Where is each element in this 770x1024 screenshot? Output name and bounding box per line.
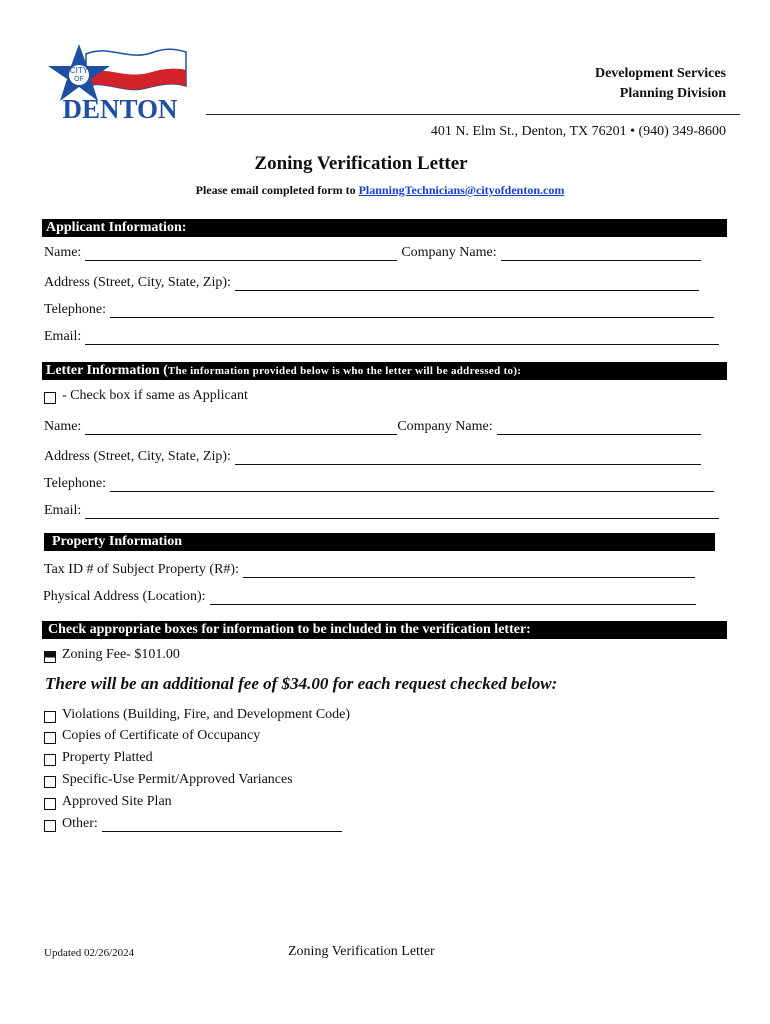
- checks-heading: Check appropriate boxes for information to be included in the verification letter:: [48, 622, 531, 637]
- option-violations-checkbox[interactable]: [44, 711, 56, 723]
- physical-address-row: [43, 589, 696, 605]
- option-row: [44, 728, 260, 744]
- applicant-company-input[interactable]: [501, 248, 701, 261]
- option-label: Property Platted: [62, 750, 153, 765]
- option-row: [44, 772, 293, 788]
- letter-telephone-label: Telephone:: [44, 476, 106, 491]
- applicant-telephone-input[interactable]: [110, 305, 714, 318]
- option-platted-checkbox[interactable]: [44, 754, 56, 766]
- other-input[interactable]: [102, 819, 342, 832]
- physical-address-label: Physical Address (Location):: [43, 589, 206, 604]
- tax-id-row: [44, 562, 695, 578]
- option-certificate-checkbox[interactable]: [44, 732, 56, 744]
- physical-address-input[interactable]: [210, 592, 696, 605]
- email-instructions: [0, 183, 760, 198]
- office-address: 401 N. Elm St., Denton, TX 76201 • (940) 349-8600: [430, 124, 726, 139]
- letter-telephone-input[interactable]: [110, 479, 714, 492]
- letter-name-input[interactable]: [85, 422, 397, 435]
- header-divider: [206, 114, 740, 115]
- department-name: Development Services: [594, 66, 726, 81]
- same-as-applicant-row: [44, 388, 248, 404]
- option-site-plan-checkbox[interactable]: [44, 798, 56, 810]
- applicant-address-input[interactable]: [235, 278, 699, 291]
- letter-heading: Letter Information (: [46, 363, 168, 378]
- letter-section-header: [42, 362, 727, 380]
- property-section-header: [44, 533, 715, 551]
- letter-name-label: Name:: [44, 419, 82, 434]
- zoning-fee-row: [44, 647, 180, 663]
- letter-email-label: Email:: [44, 503, 82, 518]
- applicant-name-label: Name:: [44, 245, 82, 260]
- option-row: [44, 816, 342, 832]
- applicant-name-input[interactable]: [85, 248, 397, 261]
- same-as-applicant-label: - Check box if same as Applicant: [62, 388, 248, 403]
- letter-heading-note: The information provided below is who the letter will be addressed to):: [167, 365, 522, 377]
- logo-city-text: CITY: [69, 66, 89, 75]
- letter-company-label: Company Name:: [397, 419, 493, 434]
- applicant-name-row: [44, 245, 701, 261]
- logo-of-text: OF: [74, 76, 84, 83]
- option-row: [44, 794, 172, 810]
- city-of-denton-logo: [34, 40, 190, 122]
- option-label: Approved Site Plan: [62, 794, 172, 809]
- applicant-address-label: Address (Street, City, State, Zip):: [44, 275, 231, 290]
- letter-name-row: [44, 419, 701, 435]
- option-label: Other:: [62, 816, 98, 831]
- email-prefix: Please email completed form to: [195, 183, 359, 197]
- form-title: Zoning Verification Letter: [254, 153, 468, 174]
- applicant-heading: Applicant Information:: [46, 220, 187, 235]
- applicant-email-row: [44, 329, 719, 345]
- letter-company-input[interactable]: [497, 422, 701, 435]
- letter-address-row: [44, 449, 701, 465]
- tax-id-input[interactable]: [243, 565, 695, 578]
- applicant-section-header: [42, 219, 727, 237]
- applicant-email-label: Email:: [44, 329, 82, 344]
- additional-fee-note: There will be an additional fee of $34.00 for each request checked below:: [45, 674, 558, 693]
- updated-date: Updated 02/26/2024: [44, 947, 135, 959]
- division-name: Planning Division: [619, 86, 726, 101]
- option-label: Violations (Building, Fire, and Development Code): [62, 707, 351, 722]
- applicant-address-row: [44, 275, 699, 291]
- logo-denton-text: DENTON: [62, 94, 178, 122]
- letter-telephone-row: [44, 476, 714, 492]
- footer-title: Zoning Verification Letter: [288, 944, 435, 959]
- same-as-applicant-checkbox[interactable]: [44, 392, 56, 404]
- letter-address-label: Address (Street, City, State, Zip):: [44, 449, 231, 464]
- letter-email-input[interactable]: [85, 506, 719, 519]
- option-label: Copies of Certificate of Occupancy: [62, 728, 261, 743]
- option-label: Specific-Use Permit/Approved Variances: [62, 772, 293, 787]
- letter-address-input[interactable]: [235, 452, 701, 465]
- option-sup-checkbox[interactable]: [44, 776, 56, 788]
- tax-id-label: Tax ID # of Subject Property (R#):: [44, 562, 239, 577]
- applicant-email-input[interactable]: [85, 332, 719, 345]
- letter-email-row: [44, 503, 719, 519]
- zoning-fee-label: Zoning Fee- $101.00: [62, 647, 180, 662]
- applicant-company-label: Company Name:: [401, 245, 497, 260]
- email-link[interactable]: PlanningTechnicians@cityofdenton.com: [358, 183, 565, 197]
- option-row: [44, 707, 350, 723]
- applicant-telephone-row: [44, 302, 714, 318]
- applicant-telephone-label: Telephone:: [44, 302, 106, 317]
- option-row: [44, 750, 153, 766]
- checks-section-header: [42, 621, 727, 639]
- option-other-checkbox[interactable]: [44, 820, 56, 832]
- zoning-fee-checkbox[interactable]: [44, 651, 56, 663]
- property-heading: Property Information: [52, 534, 182, 549]
